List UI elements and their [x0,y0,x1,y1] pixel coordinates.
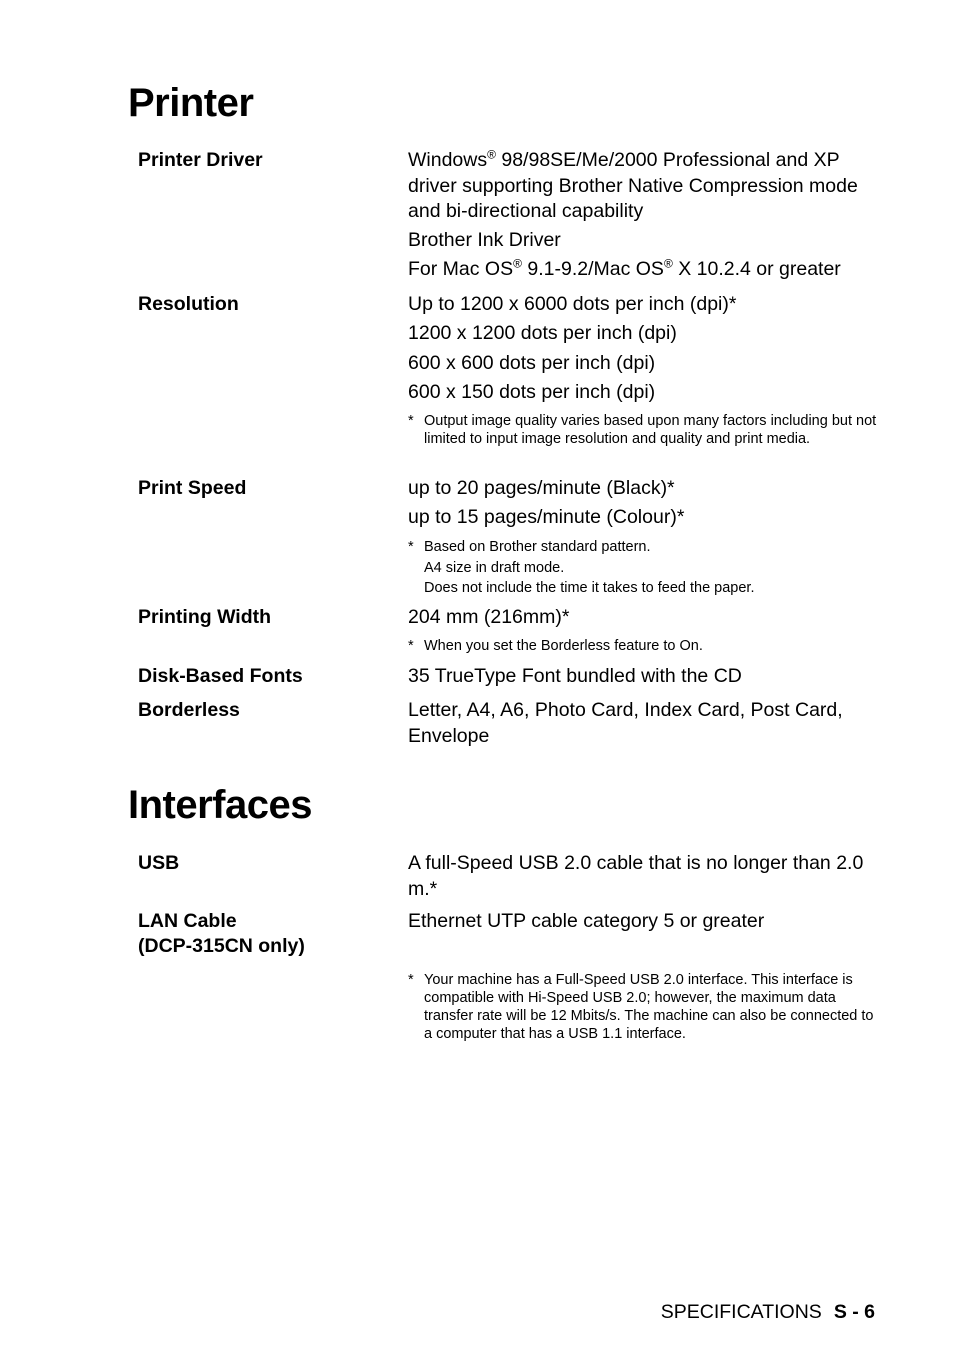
disk-fonts-value: 35 TrueType Font bundled with the CD [408,665,742,687]
print-speed-line: up to 20 pages/minute (Black)* [408,477,675,499]
print-speed-label: Print Speed [138,477,247,499]
print-speed-line: up to 15 pages/minute (Colour)* [408,506,685,528]
printing-width-footnote: * When you set the Borderless feature to On. [408,638,703,654]
footnote-asterisk: * [408,413,414,429]
interfaces-heading: Interfaces [128,783,312,827]
disk-fonts-label: Disk-Based Fonts [138,665,303,687]
lan-cable-label: LAN Cable (DCP-315CN only) [138,910,305,957]
registered-mark: ® [487,147,496,162]
printer-driver-label: Printer Driver [138,149,263,171]
print-speed-footnote: * Based on Brother standard pattern. A4 size in draft mode. Does not include the time it takes to feed the paper. [408,539,755,596]
printer-driver-ink: Brother Ink Driver [408,229,561,251]
footnote-asterisk: * [408,972,414,988]
page-number: S - 6 [833,1301,875,1323]
lan-cable-value: Ethernet UTP cable category 5 or greater [408,910,765,932]
usb-label: USB [138,852,180,874]
printer-driver-mac: For Mac OS® 9.1-9.2/Mac OS® X 10.2.4 or greater [408,256,841,280]
footnote-asterisk: * [408,638,414,654]
printer-driver-windows: Windows® 98/98SE/Me/2000 Professional and XP driver supporting Brother Native Compression mode and bi-directional capability [408,147,858,222]
printer-heading: Printer [128,81,254,125]
resolution-footnote: * Output image quality varies based upon many factors including but not limited to input image resolution and quality and print media. [408,413,877,447]
resolution-line: 600 x 150 dots per inch (dpi) [408,381,656,403]
footnote-asterisk: * [408,539,414,555]
borderless-label: Borderless [138,699,240,721]
printing-width-value: 204 mm (216mm)* [408,606,570,628]
footer-section: SPECIFICATIONS [660,1301,822,1323]
borderless-value: Letter, A4, A6, Photo Card, Index Card, Post Card, Envelope [408,699,843,747]
usb-value: A full-Speed USB 2.0 cable that is no longer than 2.0 m.* [408,852,864,900]
page-footer [661,1300,875,1325]
registered-mark: ® [663,256,673,271]
resolution-line: Up to 1200 x 6000 dots per inch (dpi)* [408,293,737,315]
registered-mark: ® [513,256,522,271]
resolution-line: 1200 x 1200 dots per inch (dpi) [408,322,677,344]
interfaces-footnote: * Your machine has a Full-Speed USB 2.0 interface. This interface is compatible with Hi-Speed USB 2.0; however, the maximum data transfer rate will be 12 Mbits/s. The machine can also be connected to a computer that has a USB 1.1 interface. [408,972,874,1042]
resolution-line: 600 x 600 dots per inch (dpi) [408,352,656,374]
printing-width-label: Printing Width [138,606,272,628]
resolution-label: Resolution [138,293,239,315]
